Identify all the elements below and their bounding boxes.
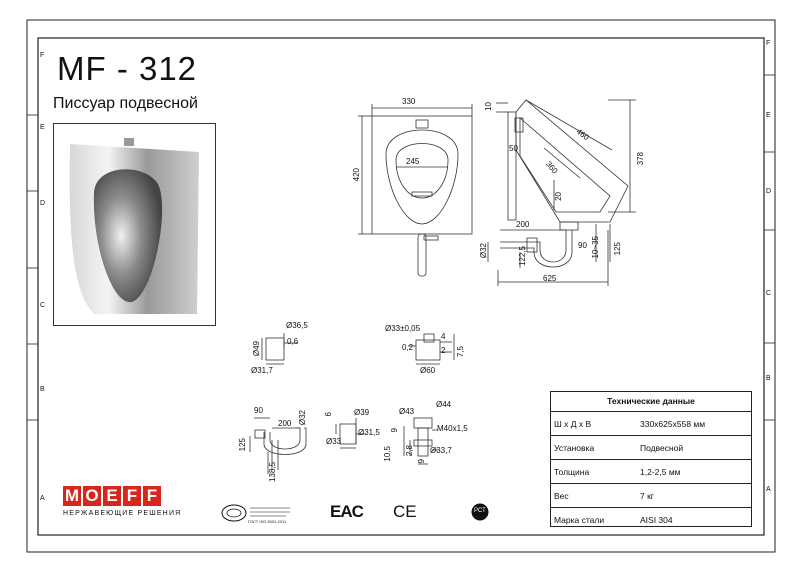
- dim-label: 625: [543, 274, 557, 283]
- dim-label: 0,2: [402, 343, 414, 352]
- dim-label: 9: [390, 428, 399, 433]
- zone-label: D: [766, 188, 772, 195]
- iso-seal: [222, 505, 246, 521]
- spec-value: 1,2-2,5 мм: [640, 466, 681, 477]
- gost-mark-label: РСТ: [474, 508, 486, 514]
- zone-label: F: [40, 52, 45, 59]
- spec-row: [551, 484, 751, 508]
- dim-label: 4: [441, 332, 446, 341]
- zone-label: E: [40, 124, 45, 131]
- dim-label: Ø43: [399, 407, 415, 416]
- dim-label: M40x1,5: [437, 424, 468, 433]
- spec-value: 330x625x558 мм: [640, 418, 706, 429]
- spec-value: Подвесной: [640, 442, 684, 453]
- logo-letter: F: [123, 486, 141, 506]
- moeff-logo: [63, 486, 181, 517]
- dim-label: 90: [578, 241, 587, 250]
- dim-label: Ø33,7: [430, 446, 452, 455]
- dim-label: Ø33±0,05: [385, 324, 421, 333]
- dim-label: 378: [636, 152, 645, 166]
- dim-label: Ø33: [326, 437, 342, 446]
- logo-letter: O: [83, 486, 101, 506]
- front-view: [358, 104, 472, 276]
- dim-label: Ø49: [252, 341, 261, 357]
- spec-key: Толщина: [554, 466, 590, 477]
- dim-label: 245: [406, 157, 420, 166]
- zone-label: D: [40, 200, 46, 207]
- product-photo: [53, 123, 216, 326]
- dim-label: 10~35: [591, 236, 600, 259]
- ce-mark: CE: [393, 502, 417, 521]
- dim-label: 360: [543, 159, 560, 176]
- dim-label: 10,5: [383, 446, 392, 462]
- dim-label: 90: [254, 406, 263, 415]
- zone-label: B: [40, 386, 45, 393]
- logo-letter: E: [103, 486, 121, 506]
- detail-5: [404, 418, 438, 464]
- zone-label: A: [40, 495, 45, 502]
- spec-table: [550, 391, 752, 527]
- spec-key: Ш х Д х В: [554, 418, 592, 429]
- dim-label: 10: [484, 102, 493, 111]
- dim-label: 125: [613, 242, 622, 256]
- spec-row: [551, 436, 751, 460]
- zone-label: A: [766, 486, 771, 493]
- dim-label: 2,8: [405, 445, 414, 457]
- dim-label: 9: [417, 459, 426, 464]
- spec-key: Вес: [554, 490, 569, 501]
- spec-table-header: Технические данные: [551, 392, 751, 412]
- iso-label: ГОСТ ISO 9001-2011: [248, 519, 287, 524]
- dim-label: Ø39: [354, 408, 370, 417]
- page-subtitle: Писсуар подвесной: [53, 95, 198, 112]
- spec-value: AISI 304: [640, 514, 673, 525]
- spec-row: [551, 412, 751, 436]
- dim-label: 0,6: [287, 337, 299, 346]
- dim-label: 7,5: [456, 346, 465, 358]
- dim-label: 6: [324, 412, 333, 417]
- eac-mark: EAC: [330, 502, 363, 521]
- spec-value: 7 кг: [640, 490, 654, 501]
- dim-label: Ø36,5: [286, 321, 308, 330]
- dim-label: 420: [352, 168, 361, 182]
- zone-label: C: [766, 290, 772, 297]
- dim-label: Ø31,7: [251, 366, 273, 375]
- dim-label: Ø60: [420, 366, 436, 375]
- logo-letter: F: [143, 486, 161, 506]
- detail-2: [408, 334, 454, 364]
- zone-label: C: [40, 302, 46, 309]
- zone-label: F: [766, 40, 771, 47]
- dim-label: Ø31,5: [358, 428, 380, 437]
- dim-label: Ø44: [436, 400, 452, 409]
- dim-label: 2: [441, 346, 446, 355]
- logo-letter: M: [64, 486, 80, 505]
- dim-label: 330: [402, 97, 416, 106]
- page-title: MF - 312: [57, 50, 198, 87]
- dim-label: Ø32: [298, 410, 307, 426]
- dim-label: 460: [574, 126, 591, 143]
- dim-label: 200: [278, 419, 292, 428]
- dim-label: 125: [238, 438, 247, 452]
- dim-label: 122,5: [518, 246, 527, 267]
- spec-row: [551, 508, 751, 531]
- zone-label: B: [766, 375, 771, 382]
- dim-label: 138,5: [268, 462, 277, 483]
- spec-row: [551, 460, 751, 484]
- dim-label: Ø32: [479, 243, 488, 259]
- spec-key: Установка: [554, 442, 595, 453]
- spec-key: Марка стали: [554, 514, 605, 525]
- dim-label: 50: [509, 144, 518, 153]
- zone-label: E: [766, 112, 771, 119]
- logo-tagline: НЕРЖАВЕЮЩИЕ РЕШЕНИЯ: [63, 510, 182, 517]
- dim-label: 20: [554, 192, 563, 201]
- dim-label: 200: [516, 220, 530, 229]
